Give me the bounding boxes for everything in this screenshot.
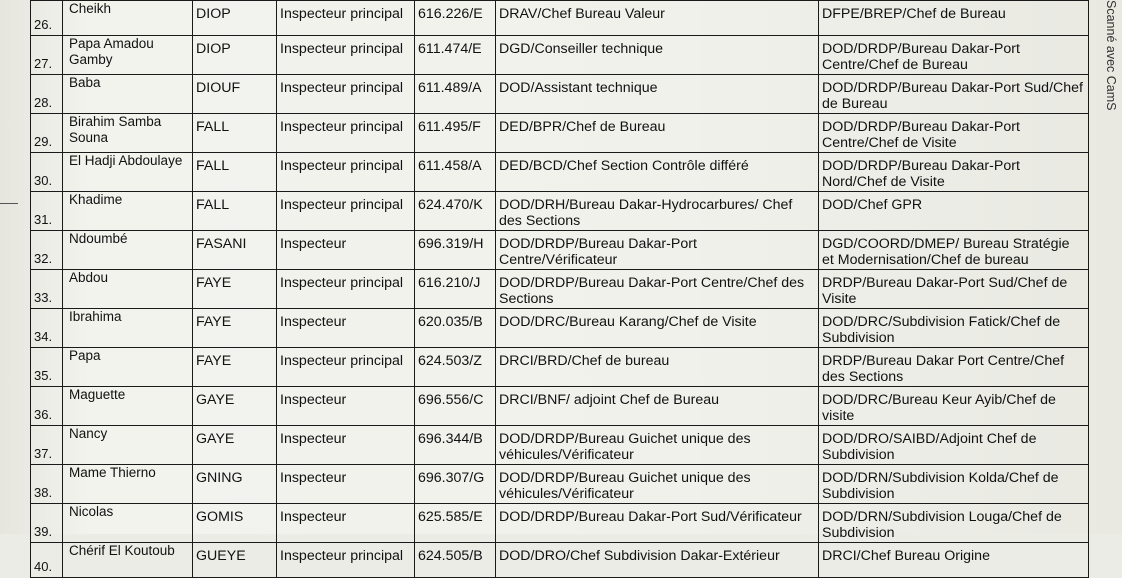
id-number-cell: 624.505/B [415, 543, 496, 578]
id-number-cell: 616.226/E [415, 1, 496, 36]
row-number: 29. [31, 114, 63, 153]
grade-cell: Inspecteur principal [277, 348, 415, 387]
grade-cell: Inspecteur principal [277, 270, 415, 309]
last-name-cell: GUEYE [193, 543, 277, 578]
id-number-cell: 620.035/B [415, 309, 496, 348]
grade-cell: Inspecteur principal [277, 153, 415, 192]
last-name-cell: FAYE [193, 309, 277, 348]
table-row [31, 465, 1089, 504]
row-number: 34. [31, 309, 63, 348]
current-post-cell: DRCI/BNF/ adjoint Chef de Bureau [496, 387, 819, 426]
id-number-cell: 616.210/J [415, 270, 496, 309]
margin-mark [0, 203, 18, 204]
current-post-cell: DOD/Assistant technique [496, 75, 819, 114]
current-post-cell: DOD/DRDP/Bureau Dakar-Port Centre/Vérificateur [496, 231, 819, 270]
row-number: 37. [31, 426, 63, 465]
row-number: 30. [31, 153, 63, 192]
table-row [31, 543, 1089, 578]
id-number-cell: 696.344/B [415, 426, 496, 465]
first-name-cell: Birahim Samba Souna [63, 114, 193, 153]
new-post-cell: DOD/DRC/Subdivision Fatick/Chef de Subdivision [819, 309, 1089, 348]
row-number: 36. [31, 387, 63, 426]
table-row [31, 309, 1089, 348]
table-row [31, 114, 1089, 153]
table-row [31, 75, 1089, 114]
current-post-cell: DED/BPR/Chef de Bureau [496, 114, 819, 153]
grade-cell: Inspecteur [277, 231, 415, 270]
new-post-cell: DOD/DRDP/Bureau Dakar-Port Nord/Chef de Visite [819, 153, 1089, 192]
last-name-cell: DIOUF [193, 75, 277, 114]
grade-cell: Inspecteur principal [277, 75, 415, 114]
new-post-cell: DRDP/Bureau Dakar-Port Sud/Chef de Visite [819, 270, 1089, 309]
grade-cell: Inspecteur [277, 465, 415, 504]
row-number: 27. [31, 36, 63, 75]
first-name-cell: Ibrahima [63, 309, 193, 348]
last-name-cell: FALL [193, 153, 277, 192]
grade-cell: Inspecteur principal [277, 36, 415, 75]
first-name-cell: Abdou [63, 270, 193, 309]
last-name-cell: FALL [193, 114, 277, 153]
id-number-cell: 611.489/A [415, 75, 496, 114]
id-number-cell: 625.585/E [415, 504, 496, 543]
new-post-cell: DOD/DRN/Subdivision Kolda/Chef de Subdivision [819, 465, 1089, 504]
current-post-cell: DOD/DRDP/Bureau Dakar-Port Centre/Chef des Sections [496, 270, 819, 309]
grade-cell: Inspecteur [277, 426, 415, 465]
row-number: 31. [31, 192, 63, 231]
row-number: 35. [31, 348, 63, 387]
first-name-cell: Papa [63, 348, 193, 387]
scanner-watermark: Scanné avec CamS [1104, 0, 1118, 111]
id-number-cell: 611.458/A [415, 153, 496, 192]
current-post-cell: DED/BCD/Chef Section Contrôle différé [496, 153, 819, 192]
table-row [31, 153, 1089, 192]
last-name-cell: DIOP [193, 36, 277, 75]
new-post-cell: DFPE/BREP/Chef de Bureau [819, 1, 1089, 36]
last-name-cell: FAYE [193, 348, 277, 387]
table-row [31, 348, 1089, 387]
personnel-table [30, 0, 1089, 578]
table-body [31, 1, 1089, 578]
row-number: 26. [31, 1, 63, 36]
table-row [31, 504, 1089, 543]
new-post-cell: DRCI/Chef Bureau Origine [819, 543, 1089, 578]
current-post-cell: DOD/DRH/Bureau Dakar-Hydrocarbures/ Chef des Sections [496, 192, 819, 231]
first-name-cell: Baba [63, 75, 193, 114]
last-name-cell: FAYE [193, 270, 277, 309]
grade-cell: Inspecteur principal [277, 114, 415, 153]
current-post-cell: DOD/DRDP/Bureau Guichet unique des véhicules/Vérificateur [496, 426, 819, 465]
first-name-cell: El Hadji Abdoulaye [63, 153, 193, 192]
grade-cell: Inspecteur principal [277, 192, 415, 231]
grade-cell: Inspecteur principal [277, 1, 415, 36]
current-post-cell: DOD/DRDP/Bureau Guichet unique des véhicules/Vérificateur [496, 465, 819, 504]
current-post-cell: DOD/DRC/Bureau Karang/Chef de Visite [496, 309, 819, 348]
row-number: 28. [31, 75, 63, 114]
grade-cell: Inspecteur [277, 387, 415, 426]
id-number-cell: 624.470/K [415, 192, 496, 231]
row-number: 33. [31, 270, 63, 309]
table-row [31, 36, 1089, 75]
first-name-cell: Maguette [63, 387, 193, 426]
id-number-cell: 696.319/H [415, 231, 496, 270]
first-name-cell: Mame Thierno [63, 465, 193, 504]
id-number-cell: 696.556/C [415, 387, 496, 426]
table-row [31, 387, 1089, 426]
id-number-cell: 696.307/G [415, 465, 496, 504]
current-post-cell: DRCI/BRD/Chef de bureau [496, 348, 819, 387]
last-name-cell: GOMIS [193, 504, 277, 543]
new-post-cell: DOD/Chef GPR [819, 192, 1089, 231]
row-number: 40. [31, 543, 63, 578]
table-row [31, 1, 1089, 36]
new-post-cell: DOD/DRDP/Bureau Dakar-Port Centre/Chef de Visite [819, 114, 1089, 153]
row-number: 32. [31, 231, 63, 270]
first-name-cell: Papa Amadou Gamby [63, 36, 193, 75]
new-post-cell: DRDP/Bureau Dakar Port Centre/Chef des Sections [819, 348, 1089, 387]
id-number-cell: 624.503/Z [415, 348, 496, 387]
last-name-cell: GNING [193, 465, 277, 504]
new-post-cell: DOD/DRDP/Bureau Dakar-Port Sud/Chef de Bureau [819, 75, 1089, 114]
first-name-cell: Chérif El Koutoub [63, 543, 193, 578]
new-post-cell: DOD/DRDP/Bureau Dakar-Port Centre/Chef de Bureau [819, 36, 1089, 75]
last-name-cell: GAYE [193, 426, 277, 465]
first-name-cell: Nancy [63, 426, 193, 465]
table-row [31, 192, 1089, 231]
new-post-cell: DOD/DRN/Subdivision Louga/Chef de Subdivision [819, 504, 1089, 543]
new-post-cell: DOD/DRO/SAIBD/Adjoint Chef de Subdivision [819, 426, 1089, 465]
grade-cell: Inspecteur [277, 504, 415, 543]
grade-cell: Inspecteur [277, 309, 415, 348]
first-name-cell: Khadime [63, 192, 193, 231]
first-name-cell: Ndoumbé [63, 231, 193, 270]
row-number: 38. [31, 465, 63, 504]
last-name-cell: DIOP [193, 1, 277, 36]
current-post-cell: DGD/Conseiller technique [496, 36, 819, 75]
last-name-cell: GAYE [193, 387, 277, 426]
table-row [31, 231, 1089, 270]
first-name-cell: Nicolas [63, 504, 193, 543]
table-row [31, 426, 1089, 465]
grade-cell: Inspecteur principal [277, 543, 415, 578]
new-post-cell: DGD/COORD/DMEP/ Bureau Stratégie et Modernisation/Chef de bureau [819, 231, 1089, 270]
current-post-cell: DOD/DRO/Chef Subdivision Dakar-Extérieur [496, 543, 819, 578]
new-post-cell: DOD/DRC/Bureau Keur Ayib/Chef de visite [819, 387, 1089, 426]
first-name-cell: Cheikh [63, 1, 193, 36]
current-post-cell: DRAV/Chef Bureau Valeur [496, 1, 819, 36]
id-number-cell: 611.495/F [415, 114, 496, 153]
table-row [31, 270, 1089, 309]
last-name-cell: FASANI [193, 231, 277, 270]
id-number-cell: 611.474/E [415, 36, 496, 75]
row-number: 39. [31, 504, 63, 543]
last-name-cell: FALL [193, 192, 277, 231]
current-post-cell: DOD/DRDP/Bureau Dakar-Port Sud/Vérificateur [496, 504, 819, 543]
